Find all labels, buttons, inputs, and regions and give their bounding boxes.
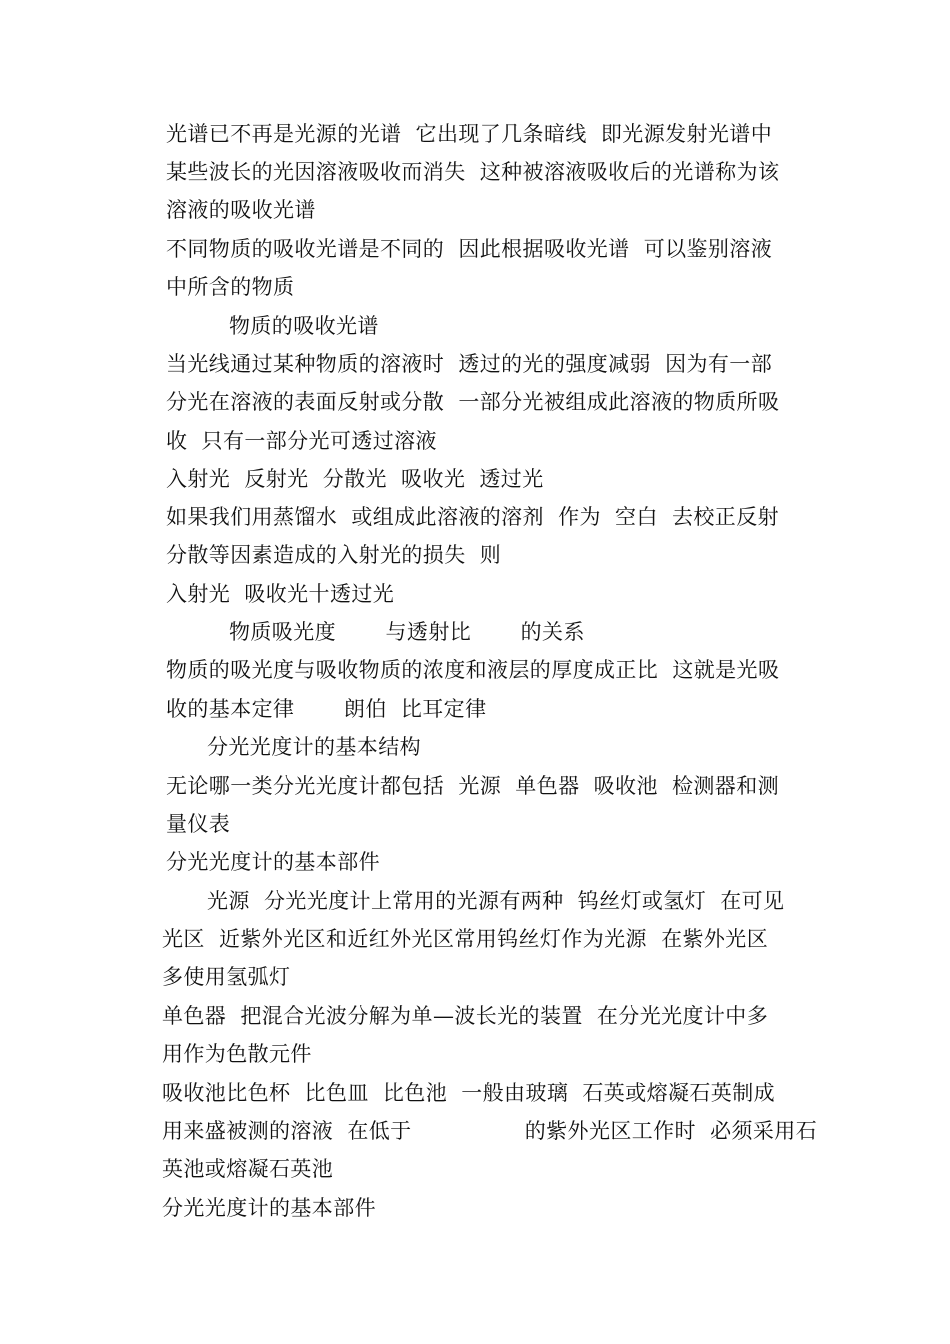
text-line: 收 只有一部分光可透过溶液 xyxy=(166,429,437,453)
text-line: 单色器 把混合光波分解为单—波长光的装置 在分光光度计中多 xyxy=(162,1004,769,1028)
section-heading: 物质的吸收光谱 xyxy=(229,314,379,338)
text-line: 无论哪一类分光光度计都包括 光源 单色器 吸收池 检测器和测 xyxy=(166,774,779,798)
text-line: 不同物质的吸收光谱是不同的 因此根据吸收光谱 可以鉴别溶液 xyxy=(166,237,773,261)
text-line: 入射光 反射光 分散光 吸收光 透过光 xyxy=(166,467,544,491)
text-line: 吸收池比色杯 比色皿 比色池 一般由玻璃 石英或熔凝石英制成 xyxy=(162,1081,775,1105)
text-line: 量仪表 xyxy=(166,812,231,836)
text-line: 多使用氢弧灯 xyxy=(162,965,291,989)
text-line: 分光在溶液的表面反射或分散 一部分光被组成此溶液的物质所吸 xyxy=(166,390,780,414)
text-line: 入射光 吸收光十透过光 xyxy=(166,582,395,606)
text-line: 某些波长的光因溶液吸收而消失 这种被溶液吸收后的光谱称为该 xyxy=(166,160,780,184)
section-heading: 分光光度计的基本部件 xyxy=(162,1196,376,1220)
section-heading: 分光光度计的基本结构 xyxy=(207,735,421,759)
section-heading: 分光光度计的基本部件 xyxy=(166,850,380,874)
text-line: 物质的吸光度与吸收物质的浓度和液层的厚度成正比 这就是光吸 xyxy=(166,658,780,682)
text-line: 收的基本定律 朗伯 比耳定律 xyxy=(166,697,487,721)
text-line: 光谱已不再是光源的光谱 它出现了几条暗线 即光源发射光谱中 xyxy=(166,122,773,146)
section-heading: 物质吸光度 与透射比 的关系 xyxy=(229,620,585,644)
text-line: 当光线通过某种物质的溶液时 透过的光的强度减弱 因为有一部 xyxy=(166,352,773,376)
text-line: 分散等因素造成的入射光的损失 则 xyxy=(166,543,502,567)
text-line: 光源 分光光度计上常用的光源有两种 钨丝灯或氢灯 在可见 xyxy=(207,889,785,913)
text-line: 用来盛被测的溶液 在低于 的紫外光区工作时 必须采用石 xyxy=(162,1119,818,1143)
text-line: 用作为色散元件 xyxy=(162,1042,312,1066)
text-line: 中所含的物质 xyxy=(166,275,295,299)
text-line: 光区 近紫外光区和近红外光区常用钨丝灯作为光源 在紫外光区 xyxy=(162,927,769,951)
text-line: 英池或熔凝石英池 xyxy=(162,1157,334,1181)
text-line: 溶液的吸收光谱 xyxy=(166,198,316,222)
text-line: 如果我们用蒸馏水 或组成此溶液的溶剂 作为 空白 去校正反射 xyxy=(166,505,779,529)
